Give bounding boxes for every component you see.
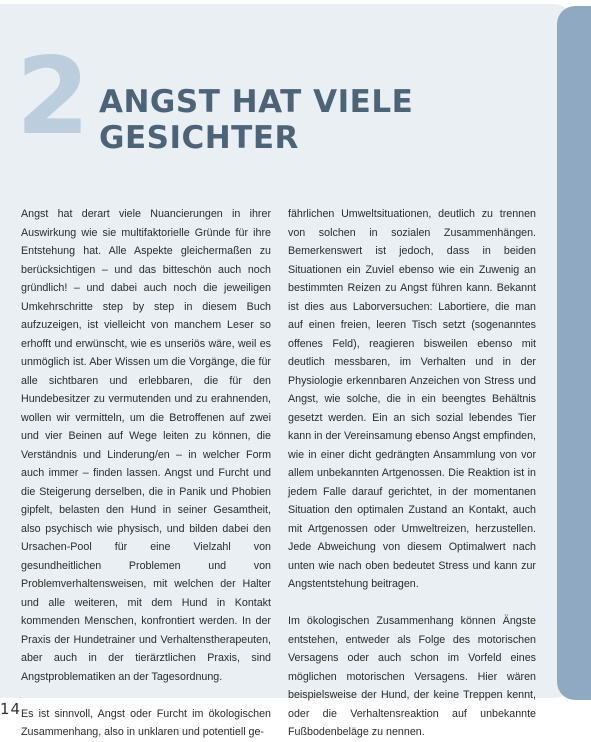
chapter-number: 2 xyxy=(16,35,90,158)
right-paragraph-2: Im ökologischen Zusammenhang können Ängste entstehen, entweder als Folge des motorischen Versagens oder auch schon im Vorfeld eines möglichen motorischen Versagens. Hier wären beispielsweise der Hund, der keine Treppen kennt, oder die Verhaltensreaktion auf unbekannte Fußbodenbeläge zu nennen. xyxy=(288,615,536,738)
chapter-title xyxy=(99,84,499,156)
page-number: 14 xyxy=(0,700,22,718)
right-paragraph-1: fährlichen Umweltsituationen, deutlich zu trennen von solchen in sozialen Zusammenhängen. Bemerkenswert ist jedoch, dass in beiden Situationen ein Zuviel ebenso wie ein Zuwenig an bestimmten Reizen zu Angst führen kann. Bekannt ist dies aus Laborversuchen: Labortiere, die man auf einen freien, leeren Tisch setzt (sogenanntes offenes Feld), reagieren bisweilen ebenso mit deutlich messbaren, im Verhalten und in der Physiologie erkennbaren Anzeichen von Stress und Angst, wie solche, die in ein beengtes Behältnis gesetzt werden. Ein an sich sozial lebendes Tier kann in der Vereinsamung ebenso Angst empfinden, wie in einer dicht gedrängten Ansammlung von vor allem unbekannten Artgenossen. Die Reaktion ist in jedem Falle darauf gerichtet, in der momentanen Situation den optimalen Zustand an Kontakt, auch mit Artgenossen oder Umweltreizen, herzustellen. Jede Abweichung von diesem Optimalwert nach unten wie nach oben bedeutet Stress und kann zur Angstentstehung beitragen. xyxy=(288,208,536,590)
left-paragraph-2: Es ist sinnvoll, Angst oder Furcht im ökologischen Zusammenhang, also in unklaren und potentiell ge- xyxy=(21,707,271,738)
left-paragraph-1: Angst hat derart viele Nuancierungen in ihrer Auswirkung wie sie multifaktorielle Gründe für ihre Entstehung hat. Alle Aspekte gleichermaßen zu berücksichtigen – und das bitteschön auch noch gründlich! – und dabei auch noch die jeweiligen Umkehrschritte step by step in diesem Buch aufzuzeigen, ist vielleicht von manchem Leser so erhofft und erwünscht, wie es unseriös wäre, weil es unmöglich ist. Aber Wissen um die Vorgänge, die für alle sichtbaren und erlebbaren, die für den Hundebesitzer zu vermutenden und zu erahnenden, wollen wir vermitteln, um die Betroffenen auf zwei und vier Beinen auf Wege leiten zu können, die Verständnis und Linderung/en – in welcher Form auch immer – finden lassen. Angst und Furcht und die Steigerung derselben, die in Panik und Phobien gipfelt, belasten den Hund in seiner Gesamtheit, also psychisch wie physisch, und bilden dabei den Ursachen-Pool für eine Vielzahl von gesundheitlichen Problemen und von Problemverhaltensweisen, mit welchen der Halter und alle weiteren, mit dem Hund in Kontakt kommenden Menschen, konfrontiert werden. In der Praxis der Hundetrainer und Verhaltenstherapeuten, aber auch in der tierärztlichen Praxis, sind Angstproblematiken an der Tagesordnung. xyxy=(21,208,271,683)
chapter-title-line2: GESICHTER xyxy=(99,120,299,156)
chapter-title-line1: ANGST HAT VIELE xyxy=(99,84,414,120)
left-column xyxy=(21,205,271,742)
right-column xyxy=(288,205,536,742)
chapter-side-tab xyxy=(557,6,591,700)
